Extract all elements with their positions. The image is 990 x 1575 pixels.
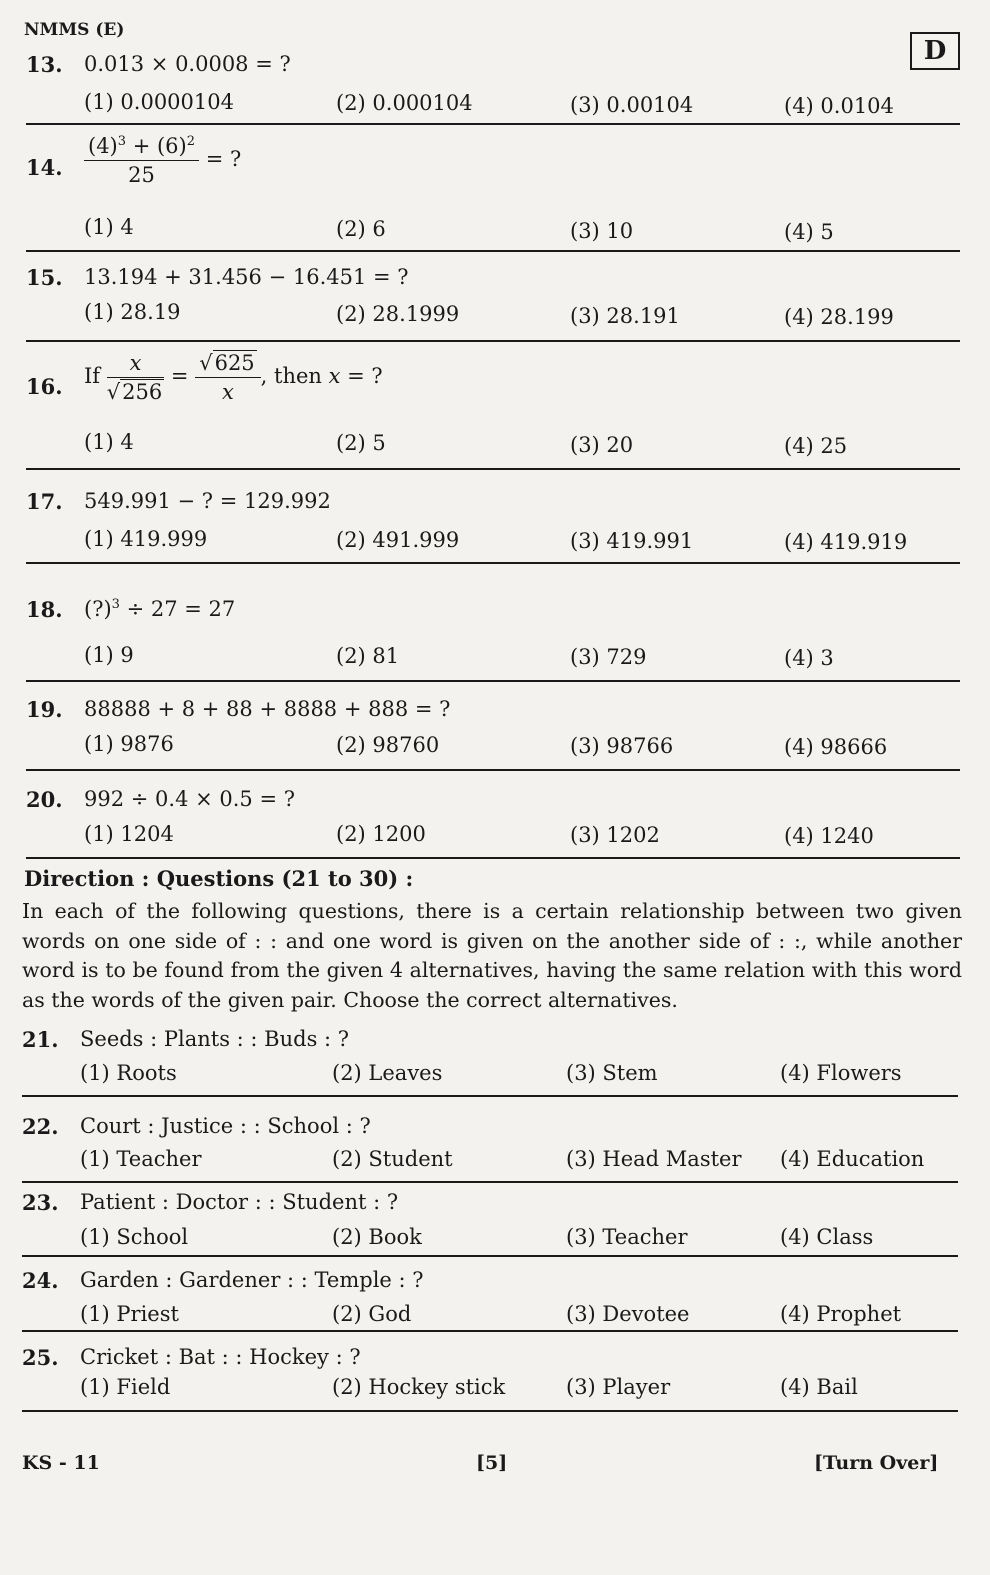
divider bbox=[26, 769, 960, 771]
question-number: 19. bbox=[26, 697, 63, 722]
option-1: (1) Roots bbox=[80, 1061, 177, 1085]
base: (?) bbox=[84, 597, 112, 621]
denominator bbox=[107, 378, 164, 404]
plus-sign: + bbox=[126, 134, 157, 158]
option-4: (4) 25 bbox=[784, 434, 848, 458]
fraction-right bbox=[195, 351, 260, 404]
question-number: 20. bbox=[26, 787, 63, 812]
divider bbox=[26, 468, 960, 470]
option-2: (2) 28.1999 bbox=[336, 302, 460, 326]
turn-over: [Turn Over] bbox=[814, 1452, 939, 1474]
question-text: 88888 + 8 + 88 + 8888 + 888 = ? bbox=[84, 697, 451, 721]
exponent-b: 2 bbox=[186, 134, 196, 149]
option-3: (3) Teacher bbox=[566, 1225, 688, 1249]
option-3: (3) 28.191 bbox=[570, 304, 680, 328]
question-text bbox=[84, 134, 241, 187]
radicand: 625 bbox=[214, 351, 255, 375]
option-3: (3) Player bbox=[566, 1375, 671, 1399]
equals-question: = ? bbox=[340, 364, 383, 388]
question-number: 15. bbox=[26, 265, 63, 290]
question-number: 18. bbox=[26, 597, 63, 622]
question-number: 22. bbox=[22, 1114, 59, 1139]
option-3: (3) Devotee bbox=[566, 1302, 690, 1326]
var-x: x bbox=[222, 380, 234, 404]
then-word: , then bbox=[260, 364, 329, 388]
fraction-left bbox=[107, 351, 164, 404]
question-number: 14. bbox=[26, 155, 63, 180]
denominator bbox=[195, 378, 260, 404]
exam-code: NMMS (E) bbox=[24, 20, 125, 40]
numerator bbox=[195, 351, 260, 378]
option-1: (1) 9876 bbox=[84, 732, 174, 756]
option-1: (1) 9 bbox=[84, 643, 134, 667]
option-4: (4) 3 bbox=[784, 646, 834, 670]
divider bbox=[22, 1181, 958, 1183]
footer-code: KS - 11 bbox=[22, 1452, 100, 1474]
divider bbox=[22, 1330, 958, 1332]
equals-sign: = bbox=[164, 364, 196, 388]
option-4: (4) 5 bbox=[784, 220, 834, 244]
term-a: (4) bbox=[88, 134, 118, 158]
option-2: (2) Leaves bbox=[332, 1061, 443, 1085]
option-3: (3) 729 bbox=[570, 645, 647, 669]
option-2: (2) Hockey stick bbox=[332, 1375, 506, 1399]
option-4: (4) Education bbox=[780, 1147, 925, 1171]
option-4: (4) 1240 bbox=[784, 824, 874, 848]
numerator bbox=[84, 134, 199, 161]
question-number: 13. bbox=[26, 52, 63, 77]
option-4: (4) 28.199 bbox=[784, 305, 894, 329]
question-text: Patient : Doctor : : Student : ? bbox=[80, 1190, 399, 1214]
question-number: 24. bbox=[22, 1268, 59, 1293]
question-text: 13.194 + 31.456 − 16.451 = ? bbox=[84, 265, 409, 289]
question-text: 0.013 × 0.0008 = ? bbox=[84, 52, 291, 76]
question-text: Garden : Gardener : : Temple : ? bbox=[80, 1268, 424, 1292]
numerator bbox=[107, 351, 164, 378]
option-3: (3) 10 bbox=[570, 219, 634, 243]
expression-tail: ÷ 27 = 27 bbox=[119, 597, 236, 621]
divider bbox=[26, 123, 960, 125]
question-text: 549.991 − ? = 129.992 bbox=[84, 489, 331, 513]
question-number: 17. bbox=[26, 489, 63, 514]
page-number: [5] bbox=[476, 1452, 508, 1474]
question-text: Seeds : Plants : : Buds : ? bbox=[80, 1027, 350, 1051]
option-1: (1) Field bbox=[80, 1375, 171, 1399]
var-x: x bbox=[328, 364, 341, 388]
option-1: (1) 0.0000104 bbox=[84, 90, 234, 114]
option-4: (4) 0.0104 bbox=[784, 94, 894, 118]
option-2: (2) 6 bbox=[336, 217, 386, 241]
direction-text: In each of the following questions, there is a certain relationship between two given words on one side of : : and one word is given on the another side of : :, while another word is to be found from the given 4 alternatives, having the same relation with this word as the words of the given pair. Choose the correct alternatives. bbox=[22, 899, 962, 1012]
if-word: If bbox=[84, 364, 107, 388]
option-2: (2) 1200 bbox=[336, 822, 426, 846]
option-2: (2) Book bbox=[332, 1225, 422, 1249]
option-1: (1) 4 bbox=[84, 215, 134, 239]
denominator: 25 bbox=[128, 163, 155, 187]
divider bbox=[26, 562, 960, 564]
option-4: (4) Prophet bbox=[780, 1302, 902, 1326]
option-4: (4) Flowers bbox=[780, 1061, 902, 1085]
option-2: (2) 0.000104 bbox=[336, 91, 473, 115]
option-3: (3) Head Master bbox=[566, 1147, 742, 1171]
equals-question: = ? bbox=[199, 147, 242, 171]
question-number: 21. bbox=[22, 1027, 59, 1052]
divider bbox=[22, 1410, 958, 1412]
root-sign: √ bbox=[106, 380, 121, 404]
divider bbox=[26, 680, 960, 682]
option-2: (2) 5 bbox=[336, 431, 386, 455]
option-2: (2) 81 bbox=[336, 644, 400, 668]
option-2: (2) Student bbox=[332, 1147, 453, 1171]
option-2: (2) God bbox=[332, 1302, 412, 1326]
option-3: (3) 98766 bbox=[570, 734, 674, 758]
exponent: 3 bbox=[111, 597, 120, 612]
question-text bbox=[84, 597, 235, 621]
divider bbox=[26, 340, 960, 342]
radicand: 256 bbox=[122, 380, 163, 404]
option-3: (3) 419.991 bbox=[570, 529, 694, 553]
divider bbox=[26, 250, 960, 252]
option-1: (1) Priest bbox=[80, 1302, 179, 1326]
question-number: 25. bbox=[22, 1345, 59, 1370]
question-number: 23. bbox=[22, 1190, 59, 1215]
question-number: 16. bbox=[26, 374, 63, 399]
term-b: (6) bbox=[156, 134, 187, 158]
var-x: x bbox=[129, 351, 142, 375]
option-4: (4) Bail bbox=[780, 1375, 858, 1399]
question-text: Court : Justice : : School : ? bbox=[80, 1114, 371, 1138]
option-4: (4) 98666 bbox=[784, 735, 888, 759]
option-1: (1) 419.999 bbox=[84, 527, 208, 551]
option-3: (3) 1202 bbox=[570, 823, 660, 847]
option-1: (1) 4 bbox=[84, 430, 134, 454]
divider bbox=[22, 1255, 958, 1257]
root-sign: √ bbox=[199, 351, 213, 375]
divider bbox=[26, 857, 960, 859]
option-4: (4) Class bbox=[780, 1225, 874, 1249]
question-text: 992 ÷ 0.4 × 0.5 = ? bbox=[84, 787, 295, 811]
fraction bbox=[84, 134, 199, 187]
option-1: (1) 28.19 bbox=[84, 300, 181, 324]
option-3: (3) 0.00104 bbox=[570, 93, 694, 117]
option-1: (1) School bbox=[80, 1225, 189, 1249]
direction-heading: Direction : Questions (21 to 30) : bbox=[24, 866, 414, 891]
option-2: (2) 98760 bbox=[336, 733, 440, 757]
option-3: (3) Stem bbox=[566, 1061, 658, 1085]
option-1: (1) 1204 bbox=[84, 822, 174, 846]
set-code-box: D bbox=[910, 32, 960, 70]
exponent-a: 3 bbox=[117, 134, 127, 149]
question-text: Cricket : Bat : : Hockey : ? bbox=[80, 1345, 361, 1369]
option-3: (3) 20 bbox=[570, 433, 634, 457]
option-2: (2) 491.999 bbox=[336, 528, 460, 552]
divider bbox=[22, 1095, 958, 1097]
question-text bbox=[84, 351, 383, 404]
option-4: (4) 419.919 bbox=[784, 530, 908, 554]
option-1: (1) Teacher bbox=[80, 1147, 202, 1171]
